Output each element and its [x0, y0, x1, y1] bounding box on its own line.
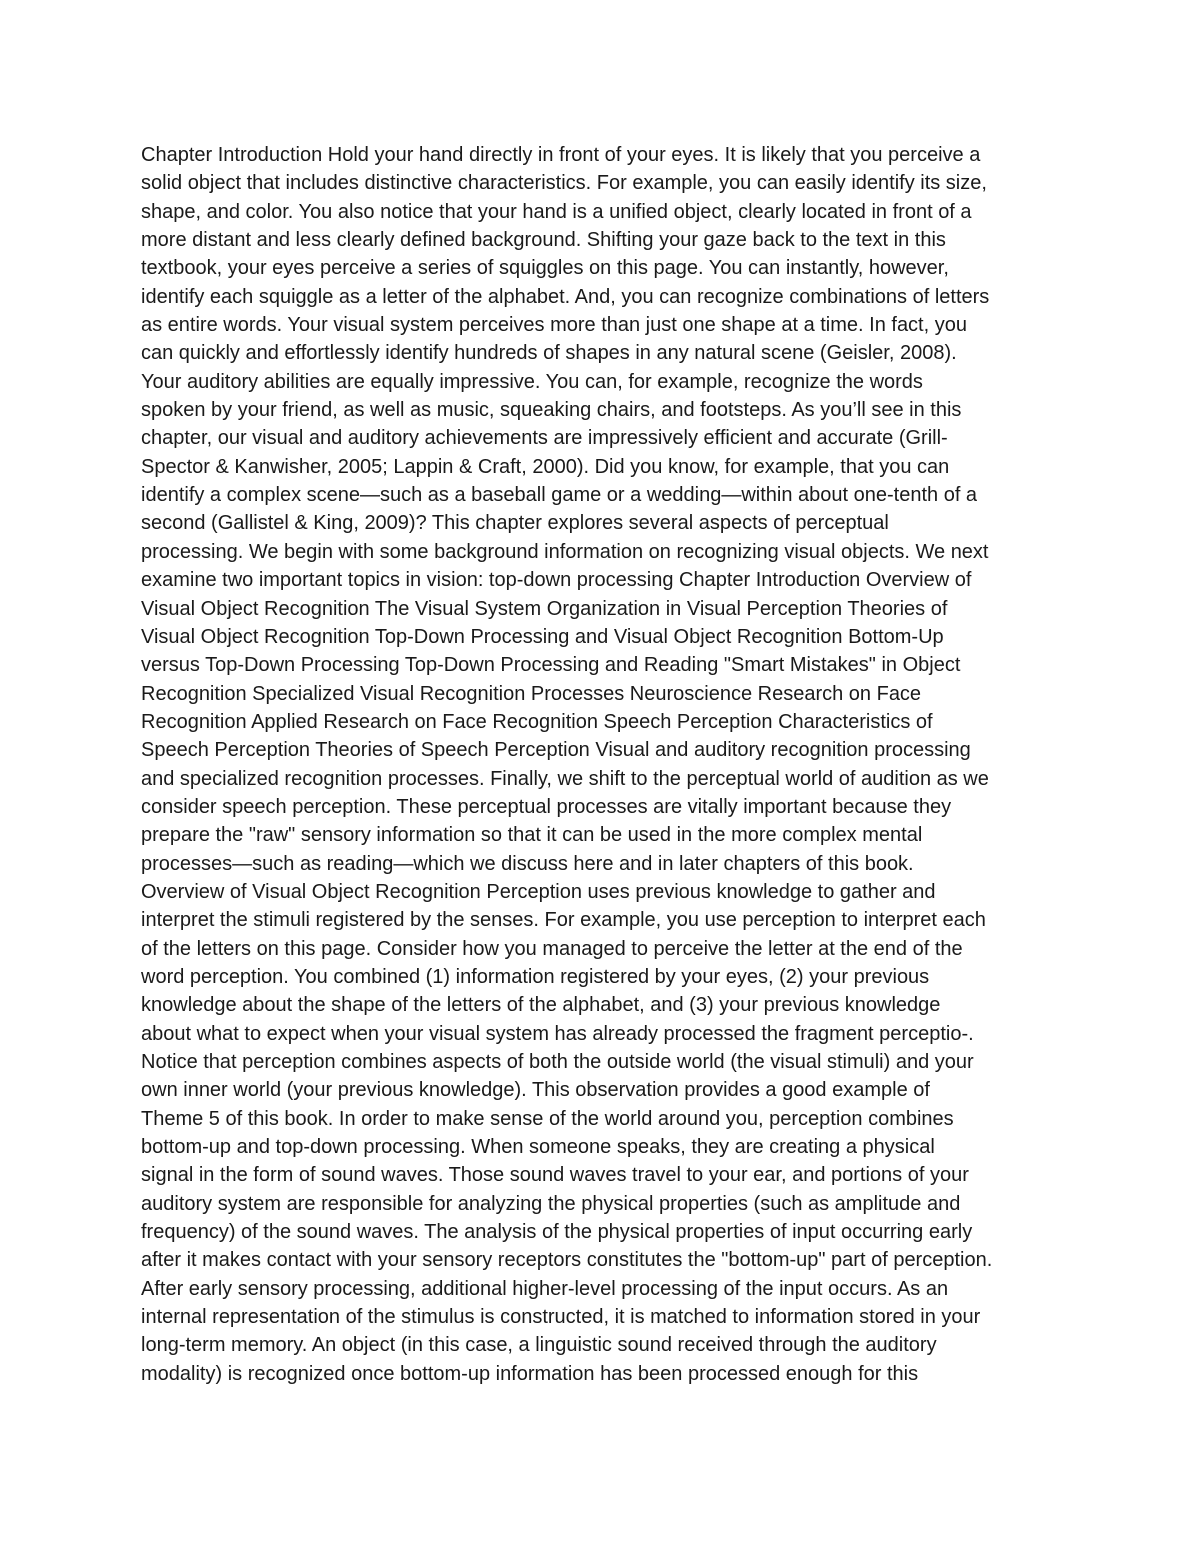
text-line: After early sensory processing, additional higher-level processing of the input occurs. As an	[141, 1277, 949, 1300]
text-line: knowledge about the shape of the letters of the alphabet, and (3) your previous knowledge	[141, 994, 941, 1017]
text-line: after it makes contact with your sensory receptors constitutes the "bottom-up" part of perception.	[141, 1249, 993, 1272]
text-line: chapter, our visual and auditory achievements are impressively efficient and accurate (Grill-	[141, 427, 948, 450]
text-line: versus Top-Down Processing Top-Down Processing and Reading "Smart Mistakes" in Object	[141, 654, 961, 677]
text-line: Notice that perception combines aspects of both the outside world (the visual stimuli) and your	[141, 1051, 974, 1073]
text-line: auditory system are responsible for analyzing the physical properties (such as amplitude and	[141, 1192, 961, 1215]
text-line: prepare the "raw" sensory information so that it can be used in the more complex mental	[141, 824, 923, 847]
body-text	[141, 141, 1081, 1388]
text-line: identify each squiggle as a letter of the alphabet. And, you can recognize combinations of letters	[141, 285, 990, 308]
text-line: second (Gallistel & King, 2009)? This chapter explores several aspects of perceptual	[141, 512, 889, 535]
text-line: about what to expect when your visual system has already processed the fragment perceptio-.	[141, 1022, 974, 1045]
text-line: more distant and less clearly defined background. Shifting your gaze back to the text in this	[141, 229, 946, 252]
text-line: consider speech perception. These perceptual processes are vitally important because they	[141, 795, 952, 818]
text-line: Spector & Kanwisher, 2005; Lappin & Craft, 2000). Did you know, for example, that you can	[141, 455, 950, 478]
text-line: Your auditory abilities are equally impressive. You can, for example, recognize the words	[141, 370, 923, 393]
text-line: Theme 5 of this book. In order to make sense of the world around you, perception combines	[141, 1107, 954, 1130]
text-line: processes—such as reading—which we discuss here and in later chapters of this book.	[141, 852, 914, 875]
text-line: spoken by your friend, as well as music, squeaking chairs, and footsteps. As you’ll see in this	[141, 399, 962, 422]
text-line: shape, and color. You also notice that your hand is a unified object, clearly located in front of a	[141, 200, 972, 223]
text-line: as entire words. Your visual system perceives more than just one shape at a time. In fact, you	[141, 314, 967, 337]
text-line: word perception. You combined (1) information registered by your eyes, (2) your previous	[141, 965, 930, 988]
text-line: textbook, your eyes perceive a series of squiggles on this page. You can instantly, however,	[141, 257, 949, 280]
text-line: Overview of Visual Object Recognition Perception uses previous knowledge to gather and	[141, 880, 936, 903]
text-line: frequency) of the sound waves. The analysis of the physical properties of input occurring early	[141, 1221, 973, 1244]
text-line: identify a complex scene—such as a baseball game or a wedding—within about one-tenth of a	[141, 484, 978, 507]
text-line: of the letters on this page. Consider how you managed to perceive the letter at the end of the	[141, 937, 963, 960]
text-line: long-term memory. An object (in this case, a linguistic sound received through the auditory	[141, 1334, 937, 1357]
text-line: examine two important topics in vision: top-down processing Chapter Introduction Overview of	[141, 569, 972, 592]
text-line: own inner world (your previous knowledge). This observation provides a good example of	[141, 1079, 930, 1102]
text-line: Visual Object Recognition Top-Down Processing and Visual Object Recognition Bottom-Up	[141, 625, 944, 648]
text-line: solid object that includes distinctive characteristics. For example, you can easily identify its size,	[141, 172, 987, 195]
text-line: interpret the stimuli registered by the senses. For example, you use perception to interpret each	[141, 909, 986, 932]
text-line: bottom-up and top-down processing. When someone speaks, they are creating a physical	[141, 1136, 935, 1159]
text-line: Chapter Introduction Hold your hand directly in front of your eyes. It is likely that you perceive a	[141, 144, 981, 166]
text-line: modality) is recognized once bottom-up information has been processed enough for this	[141, 1362, 919, 1385]
text-line: and specialized recognition processes. Finally, we shift to the perceptual world of audition as we	[141, 767, 989, 790]
text-line: can quickly and effortlessly identify hundreds of shapes in any natural scene (Geisler, 2008).	[141, 342, 957, 365]
text-line: internal representation of the stimulus is constructed, it is matched to information stored in your	[141, 1306, 981, 1329]
text-line: signal in the form of sound waves. Those sound waves travel to your ear, and portions of your	[141, 1164, 969, 1187]
text-line: Recognition Applied Research on Face Recognition Speech Perception Characteristics of	[141, 710, 933, 733]
text-line: Visual Object Recognition The Visual System Organization in Visual Perception Theories of	[141, 597, 948, 620]
text-line: Speech Perception Theories of Speech Perception Visual and auditory recognition processing	[141, 739, 971, 762]
text-line: Recognition Specialized Visual Recognition Processes Neuroscience Research on Face	[141, 682, 922, 705]
text-line: processing. We begin with some background information on recognizing visual objects. We next	[141, 540, 989, 563]
